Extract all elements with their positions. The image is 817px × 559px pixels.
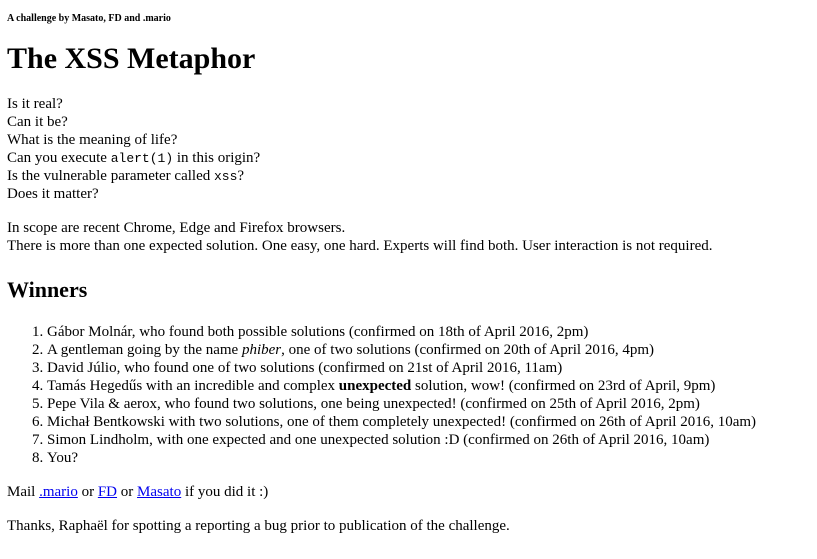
- mail-text: Mail: [7, 484, 40, 500]
- emphasis-text: unexpected: [338, 378, 412, 394]
- page-title: The XSS Metaphor: [7, 42, 256, 75]
- mario-link[interactable]: .mario: [39, 484, 78, 500]
- winners-heading: Winners: [7, 277, 88, 302]
- question-line: Can it be?: [7, 114, 68, 130]
- list-item: 6. Michał Bentkowski with two solutions, one of them completely unexpected! (confirmed on 26th of April 2016, 10am): [47, 413, 817, 431]
- mail-text: or: [77, 484, 98, 500]
- question-line: Does it matter?: [7, 186, 99, 202]
- question-text: Is the vulnerable parameter called: [7, 168, 214, 184]
- winner-text: , one of two solutions (confirmed on 20th of April 2016, 4pm): [281, 342, 655, 358]
- list-item: 5. Pepe Vila & aerox, who found two solutions, one being unexpected! (confirmed on 25th of April 2016, 2pm): [47, 395, 817, 413]
- winner-text: A gentleman going by the name: [47, 342, 242, 358]
- list-item: 1. Gábor Molnár, who found both possible solutions (confirmed on 18th of April 2016, 2pm): [47, 323, 817, 341]
- question-line: Is it real?: [7, 96, 63, 112]
- code-snippet: xss: [213, 169, 238, 184]
- masato-link[interactable]: Masato: [137, 484, 182, 500]
- question-text: in this origin?: [173, 150, 261, 166]
- mail-text: or: [117, 484, 138, 500]
- question-line: [7, 167, 817, 185]
- code-snippet: alert(1): [110, 151, 174, 166]
- thanks-line: Thanks, Raphaël for spotting a reporting a bug prior to publication of the challenge.: [7, 518, 510, 534]
- winner-text: solution, wow! (confirmed on 23rd of April, 9pm): [411, 378, 716, 394]
- winner-text: Tamás Hegedűs with an incredible and complex: [47, 378, 339, 394]
- list-item: 8. You?: [47, 449, 817, 467]
- scope-block: [7, 219, 817, 255]
- question-text: ?: [237, 168, 245, 184]
- winners-list: [7, 323, 817, 467]
- byline: A challenge by Masato, FD and .mario: [7, 13, 171, 24]
- fd-link[interactable]: FD: [97, 484, 118, 500]
- scope-line: There is more than one expected solution. One easy, one hard. Experts will find both. User interaction is not required.: [7, 238, 713, 254]
- scope-line: In scope are recent Chrome, Edge and Firefox browsers.: [7, 220, 346, 236]
- mail-line: [7, 483, 817, 501]
- question-line: What is the meaning of life?: [7, 132, 178, 148]
- list-item: 7. Simon Lindholm, with one expected and one unexpected solution :D (confirmed on 26th of April 2016, 10am): [47, 431, 817, 449]
- question-text: Can you execute: [7, 150, 111, 166]
- list-item: [47, 377, 817, 395]
- winner-name: phiber: [241, 342, 282, 358]
- list-item: 3. David Júlio, who found one of two solutions (confirmed on 21st of April 2016, 11am): [47, 359, 817, 377]
- mail-text: if you did it :): [181, 484, 269, 500]
- question-line: [7, 149, 817, 167]
- list-item: [47, 341, 817, 359]
- questions-block: [7, 95, 817, 203]
